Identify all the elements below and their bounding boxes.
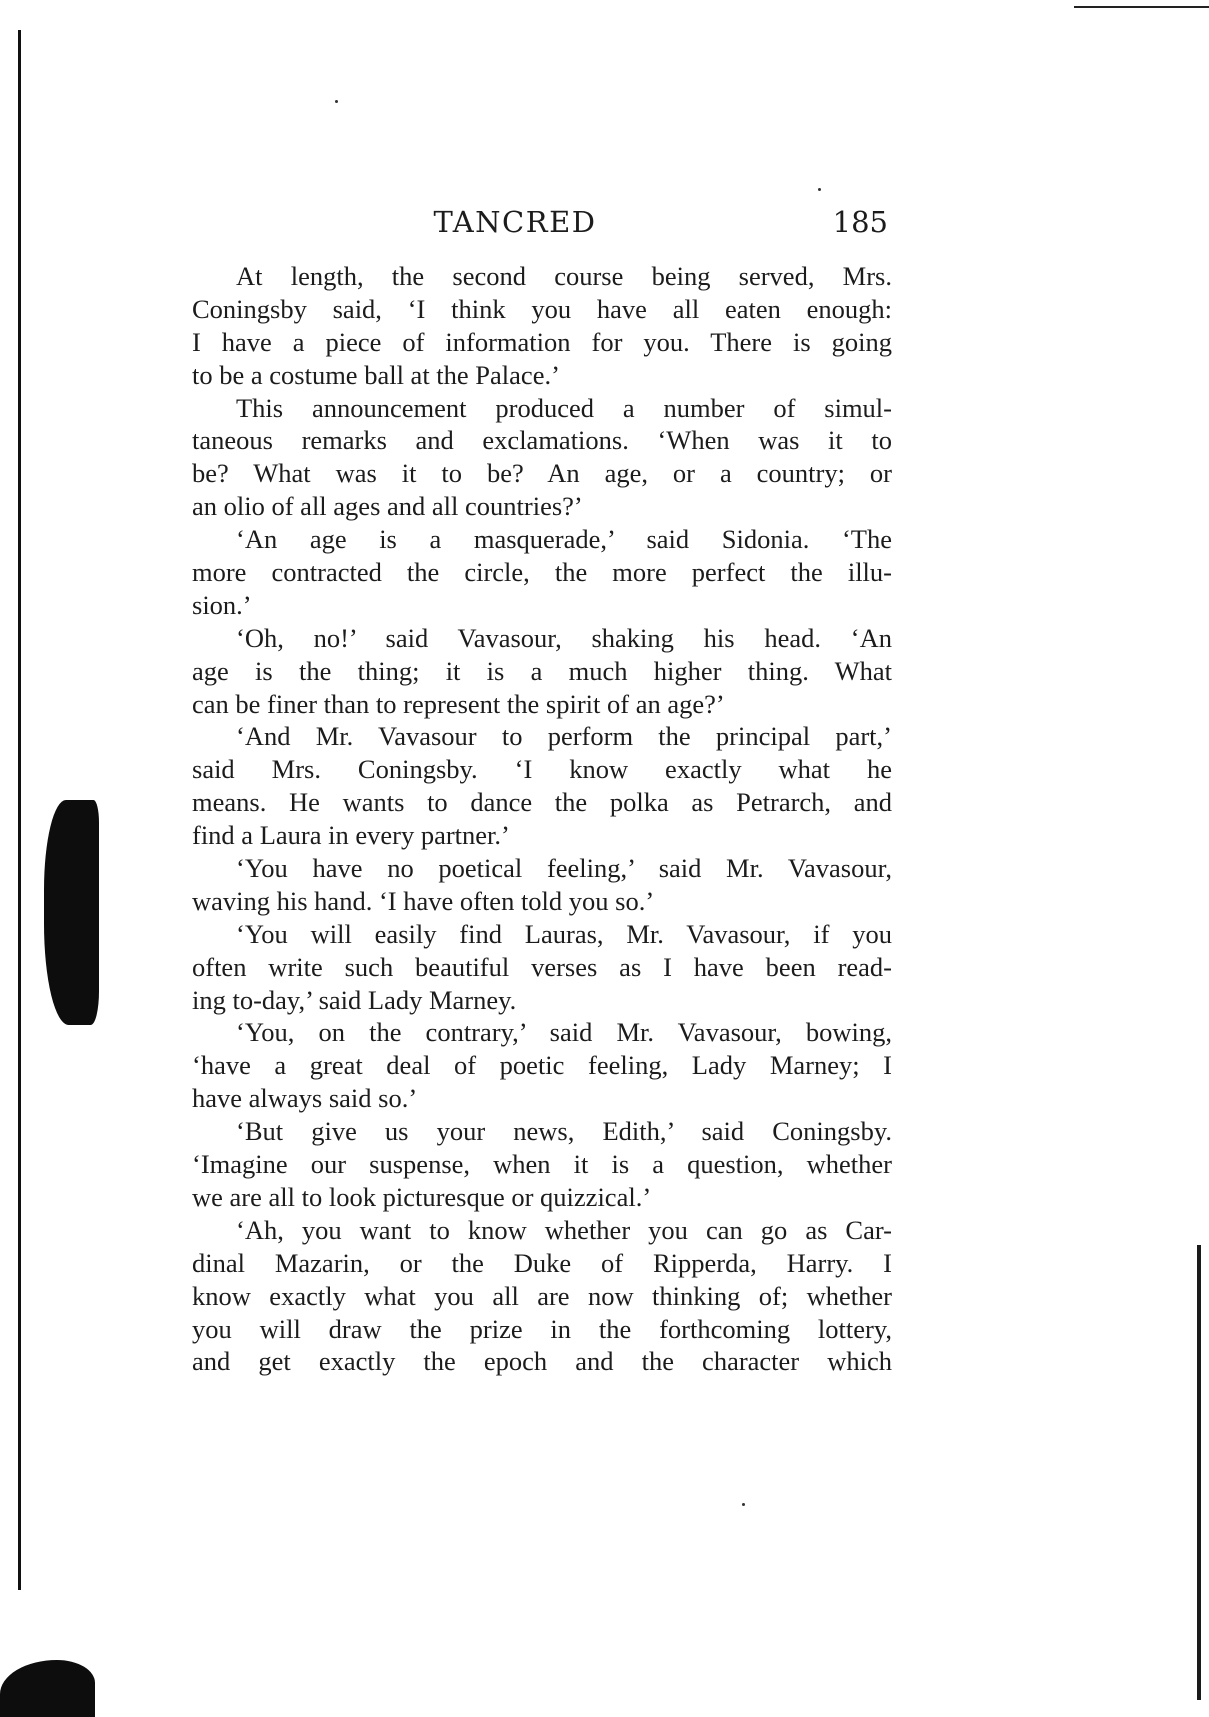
paragraph bbox=[192, 1115, 892, 1214]
text-line: to be a costume ball at the Palace.’ bbox=[192, 359, 560, 390]
text-line: we are all to look picturesque or quizzical.’ bbox=[192, 1181, 652, 1212]
paragraph bbox=[192, 523, 892, 622]
running-title: TANCRED bbox=[433, 205, 597, 239]
text-line: ‘Oh, no!’ said Vavasour, shaking his head. ‘An bbox=[236, 622, 892, 653]
scan-shadow-artifact bbox=[44, 800, 99, 1025]
text-line: I have a piece of information for you. There is going bbox=[192, 326, 892, 357]
text-line: know exactly what you all are now thinking of; whether bbox=[192, 1280, 892, 1311]
text-line: ‘You have no poetical feeling,’ said Mr. Vavasour, bbox=[236, 853, 892, 884]
text-line: can be finer than to represent the spirit of an age?’ bbox=[192, 688, 725, 719]
text-line: age is the thing; it is a much higher thing. What bbox=[192, 655, 892, 686]
running-head bbox=[190, 205, 890, 245]
scan-right-edge bbox=[1197, 1245, 1201, 1700]
scan-top-edge bbox=[1074, 6, 1209, 8]
scan-speck bbox=[335, 100, 338, 103]
text-line: find a Laura in every partner.’ bbox=[192, 820, 510, 851]
text-line: ‘have a great deal of poetic feeling, Lady Marney; I bbox=[192, 1050, 892, 1081]
paragraph bbox=[192, 918, 892, 1017]
paragraph bbox=[192, 720, 892, 852]
scan-binding-edge bbox=[18, 30, 21, 1590]
paragraph bbox=[192, 260, 892, 392]
scan-speck bbox=[818, 188, 821, 191]
text-line: you will draw the prize in the forthcoming lottery, bbox=[192, 1313, 892, 1344]
scan-corner-artifact bbox=[0, 1660, 95, 1717]
text-line: ‘Ah, you want to know whether you can go as Car- bbox=[236, 1214, 892, 1245]
body-text bbox=[192, 260, 892, 1378]
text-line: an olio of all ages and all countries?’ bbox=[192, 491, 583, 522]
text-line: means. He wants to dance the polka as Petrarch, and bbox=[192, 787, 892, 818]
text-line: This announcement produced a number of simul- bbox=[236, 392, 892, 423]
page-number: 185 bbox=[832, 205, 888, 239]
text-line: ‘Imagine our suspense, when it is a question, whether bbox=[192, 1149, 892, 1180]
text-line: often write such beautiful verses as I have been read- bbox=[192, 951, 892, 982]
text-line: be? What was it to be? An age, or a country; or bbox=[192, 458, 892, 489]
text-line: ‘But give us your news, Edith,’ said Coningsby. bbox=[236, 1116, 892, 1147]
text-line: ‘An age is a masquerade,’ said Sidonia. ‘The bbox=[236, 524, 892, 555]
text-line: more contracted the circle, the more perfect the illu- bbox=[192, 557, 892, 588]
text-line: taneous remarks and exclamations. ‘When was it to bbox=[192, 425, 892, 456]
paragraph bbox=[192, 1214, 892, 1378]
text-line: dinal Mazarin, or the Duke of Ripperda, Harry. I bbox=[192, 1247, 892, 1278]
text-line: Coningsby said, ‘I think you have all eaten enough: bbox=[192, 293, 892, 324]
paragraph bbox=[192, 392, 892, 524]
text-line: have always said so.’ bbox=[192, 1083, 418, 1114]
text-line: ‘And Mr. Vavasour to perform the principal part,’ bbox=[236, 721, 892, 752]
text-line: said Mrs. Coningsby. ‘I know exactly what he bbox=[192, 754, 892, 785]
text-line: ing to-day,’ said Lady Marney. bbox=[192, 984, 517, 1015]
text-line: At length, the second course being served, Mrs. bbox=[236, 261, 892, 291]
scan-speck bbox=[742, 1503, 745, 1506]
text-line: ‘You, on the contrary,’ said Mr. Vavasour, bowing, bbox=[236, 1017, 892, 1048]
paragraph bbox=[192, 852, 892, 918]
text-line: ‘You will easily find Lauras, Mr. Vavasour, if you bbox=[236, 918, 892, 949]
text-line: waving his hand. ‘I have often told you so.’ bbox=[192, 885, 655, 916]
text-line: sion.’ bbox=[192, 589, 252, 620]
text-line: and get exactly the epoch and the character which bbox=[192, 1346, 892, 1377]
paragraph bbox=[192, 622, 892, 721]
paragraph bbox=[192, 1016, 892, 1115]
